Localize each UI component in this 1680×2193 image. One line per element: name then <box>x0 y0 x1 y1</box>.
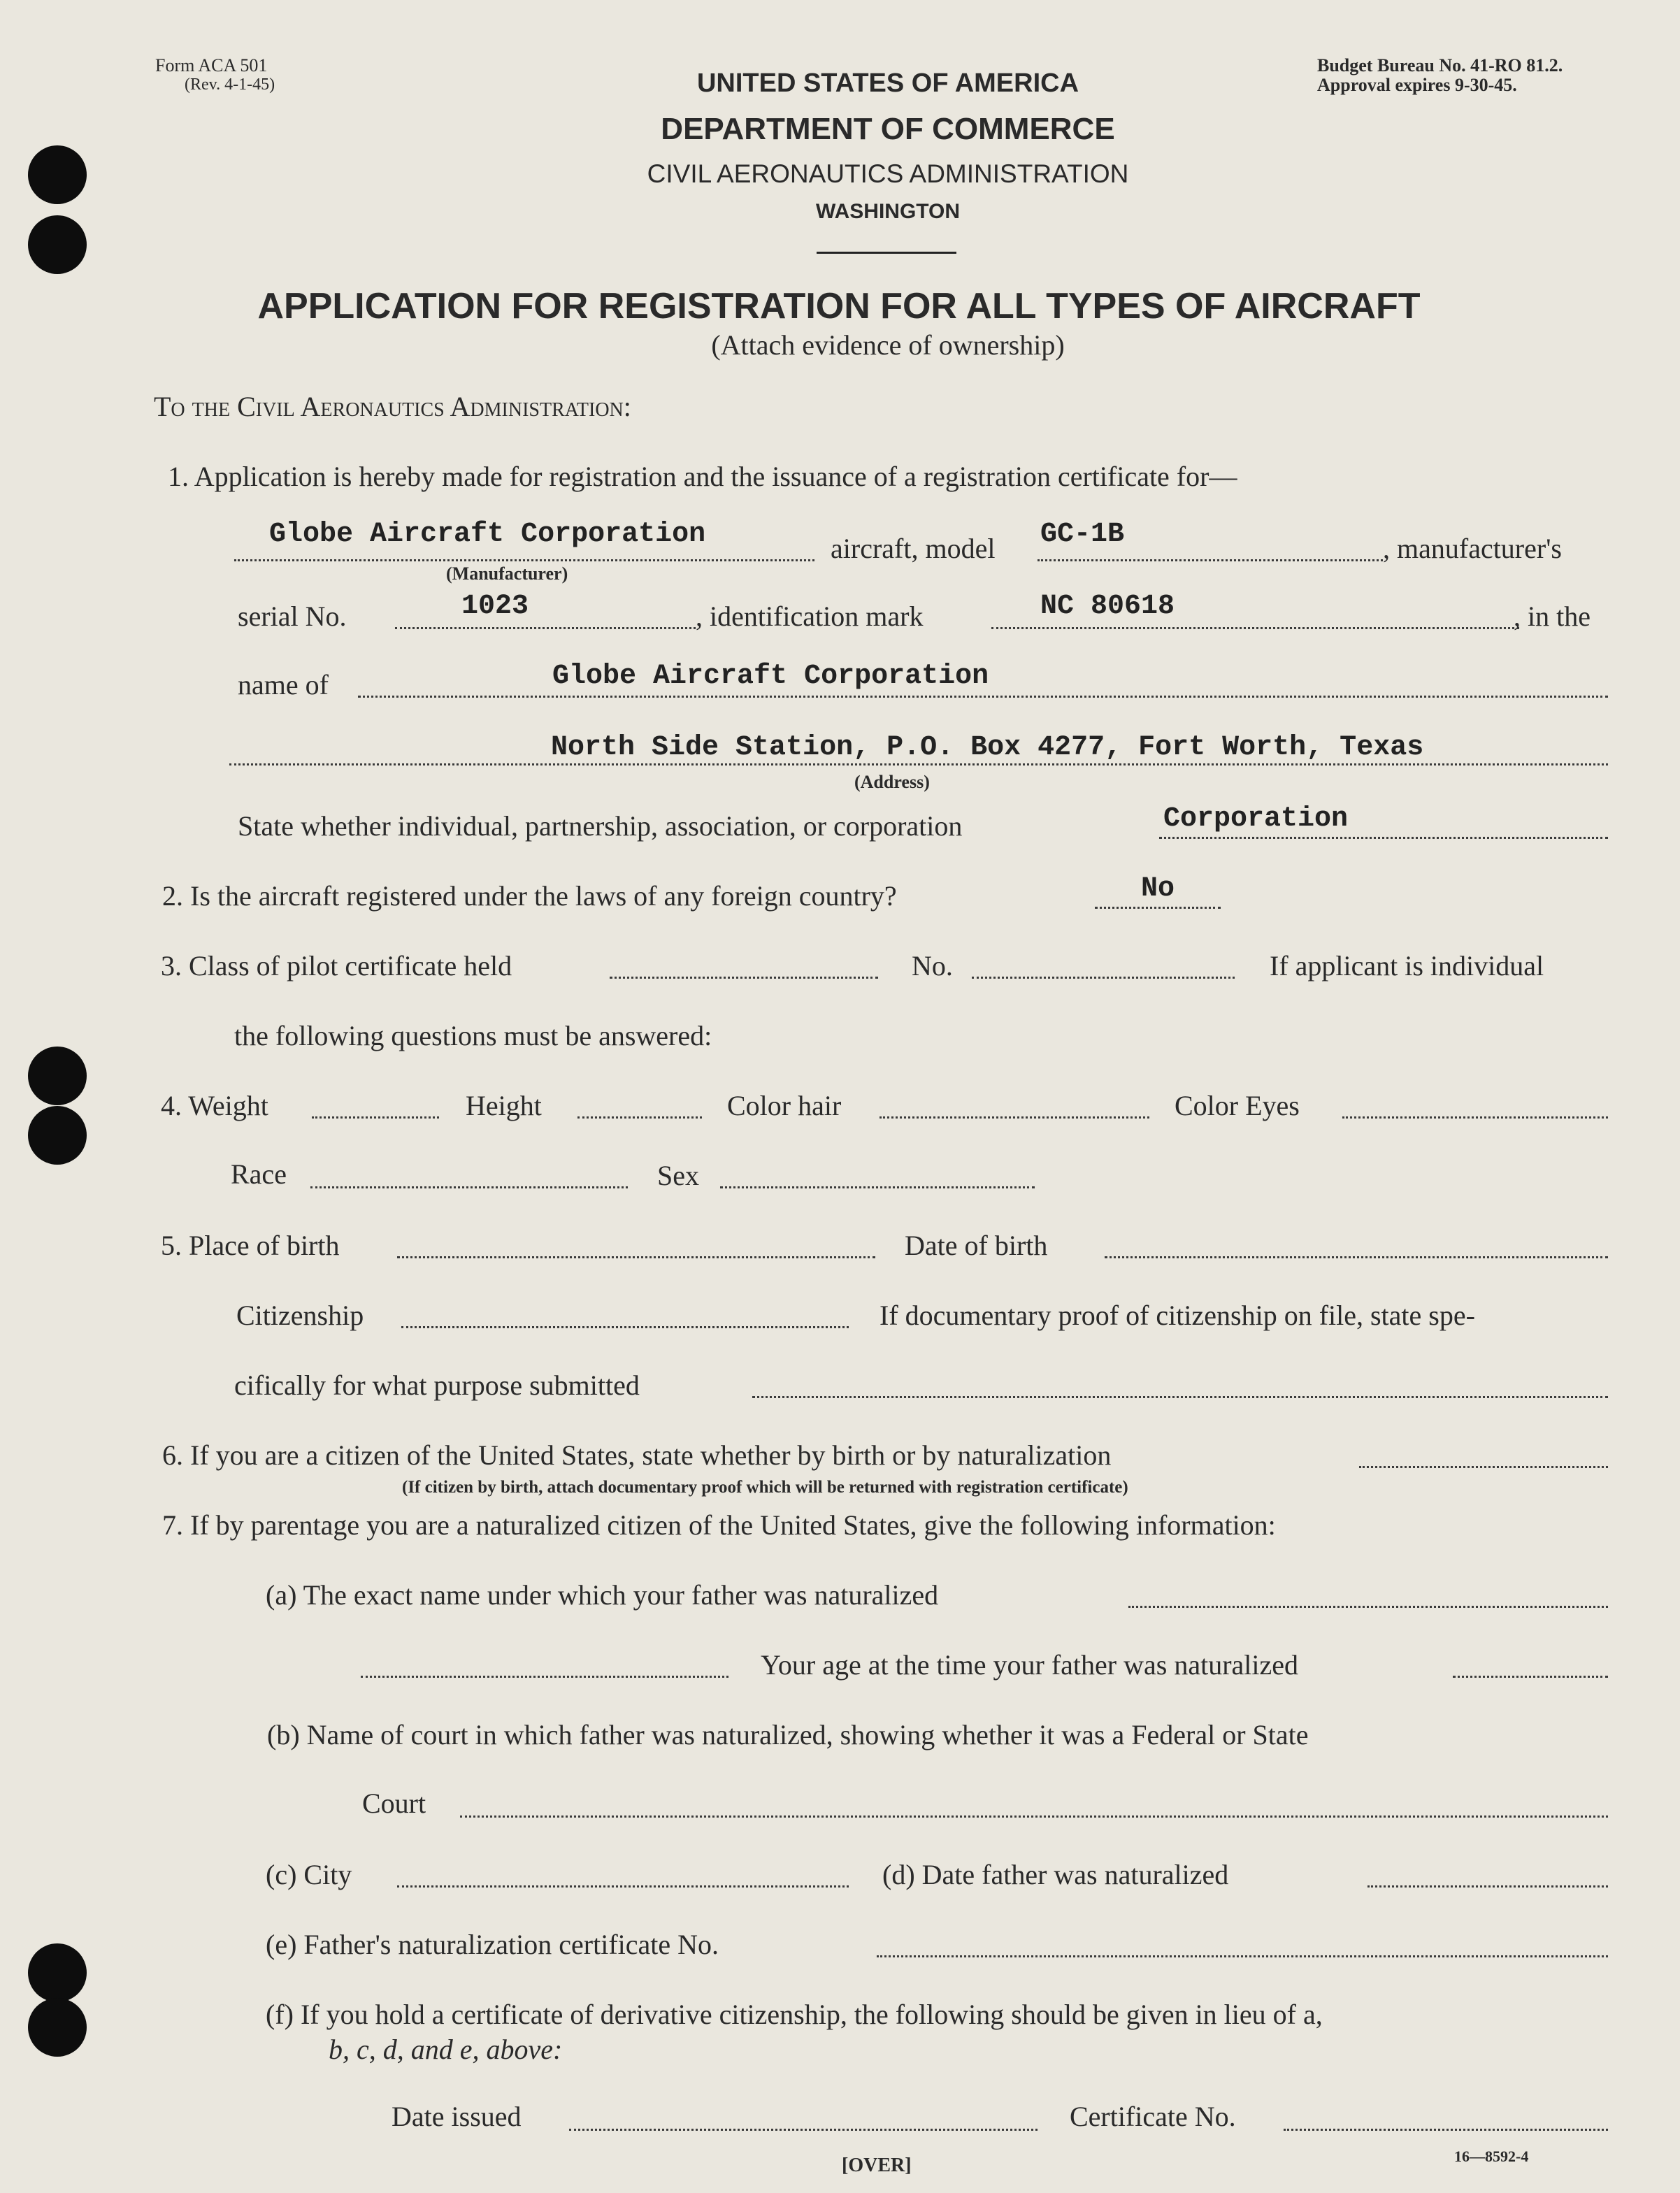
q7e-label: (e) Father's naturalization certificate No. <box>266 1929 719 1960</box>
over-marker: [OVER] <box>842 2155 912 2176</box>
q7d-date-label: (d) Date father was naturalized <box>882 1859 1229 1890</box>
name-of-label: name of <box>238 669 329 700</box>
punch-hole <box>28 1943 87 2002</box>
manufacturer-label: (Manufacturer) <box>446 563 568 584</box>
owner-name-field[interactable] <box>358 696 1608 698</box>
in-the-label: , in the <box>1514 601 1591 632</box>
hair-color-label: Color hair <box>727 1090 842 1121</box>
proof-purpose-field[interactable] <box>752 1396 1608 1398</box>
q7f-continuation: b, c, d, and e, above: <box>329 2034 563 2065</box>
weight-label: 4. Weight <box>161 1090 268 1121</box>
citizenship-proof-label: If documentary proof of citizenship on file, state spe- <box>880 1300 1475 1331</box>
budget-bureau-number: Budget Bureau No. 41-RO 81.2. <box>1317 55 1563 76</box>
entity-type-label: State whether individual, partnership, association, or corporation <box>238 810 963 842</box>
punch-hole <box>28 145 87 204</box>
header-city: WASHINGTON <box>815 200 961 223</box>
race-field[interactable] <box>310 1186 628 1188</box>
age-at-naturalization-label: Your age at the time your father was naturalized <box>761 1649 1299 1681</box>
citizenship-by-field[interactable] <box>1359 1466 1608 1468</box>
birth-date-label: Date of birth <box>905 1230 1048 1261</box>
certificate-no-label: Certificate No. <box>1070 2101 1236 2132</box>
entity-type-field[interactable] <box>1159 837 1608 839</box>
height-field[interactable] <box>577 1116 702 1119</box>
form-title: APPLICATION FOR REGISTRATION FOR ALL TYPES OF AIRCRAFT <box>257 286 1421 326</box>
q7f-label: (f) If you hold a certificate of derivative citizenship, the following should be given in lieu of a, <box>266 1999 1323 2030</box>
serial-value: 1023 <box>461 591 529 622</box>
pilot-certificate-no-label: No. <box>912 950 953 982</box>
foreign-registration-field[interactable] <box>1095 907 1221 909</box>
father-certificate-no-field[interactable] <box>877 1955 1608 1957</box>
print-code: 16—8592-4 <box>1454 2148 1529 2165</box>
naturalization-date-field[interactable] <box>1367 1885 1608 1888</box>
sex-label: Sex <box>657 1160 699 1191</box>
weight-field[interactable] <box>312 1116 439 1119</box>
citizenship-label: Citizenship <box>236 1300 364 1331</box>
q7b-label: (b) Name of court in which father was naturalized, showing whether it was a Federal or State <box>267 1719 1309 1750</box>
aircraft-model-label: aircraft, model <box>831 533 996 564</box>
punch-hole <box>28 1106 87 1165</box>
manufacturer-value: Globe Aircraft Corporation <box>269 519 706 550</box>
race-label: Race <box>231 1158 287 1190</box>
manufacturer-field[interactable] <box>234 559 814 561</box>
q7a-label: (a) The exact name under which your father was naturalized <box>266 1579 939 1611</box>
eye-color-field[interactable] <box>1342 1116 1608 1119</box>
model-field[interactable] <box>1038 559 1383 561</box>
q3-continuation: the following questions must be answered: <box>234 1020 712 1051</box>
court-field[interactable] <box>460 1815 1608 1818</box>
addressee: To the Civil Aeronautics Administration: <box>154 391 631 422</box>
eye-color-label: Color Eyes <box>1175 1090 1300 1121</box>
proof-purpose-label: cifically for what purpose submitted <box>234 1369 640 1401</box>
father-name-field[interactable] <box>1128 1606 1608 1608</box>
city-field[interactable] <box>397 1885 849 1888</box>
citizenship-field[interactable] <box>401 1326 849 1328</box>
q7-text: 7. If by parentage you are a naturalized citizen of the United States, give the following information: <box>162 1509 1276 1541</box>
hair-color-field[interactable] <box>880 1116 1149 1119</box>
address-field[interactable] <box>229 763 1608 765</box>
pilot-certificate-class-field[interactable] <box>610 977 878 979</box>
form-id: Form ACA 501 <box>155 55 268 76</box>
header-rule <box>817 252 956 254</box>
age-at-naturalization-field[interactable] <box>1453 1676 1608 1678</box>
address-label: (Address) <box>854 772 930 792</box>
model-value: GC-1B <box>1040 519 1125 550</box>
q6-text: 6. If you are a citizen of the United States, state whether by birth or by naturalization <box>162 1439 1112 1471</box>
certificate-no-field[interactable] <box>1284 2129 1608 2131</box>
serial-field[interactable] <box>395 627 696 629</box>
punch-hole <box>28 1047 87 1105</box>
date-issued-label: Date issued <box>392 2101 522 2132</box>
address-value: North Side Station, P.O. Box 4277, Fort Worth, Texas <box>551 732 1424 763</box>
entity-type-value: Corporation <box>1163 803 1349 835</box>
q6-note: (If citizen by birth, attach documentary proof which will be returned with registration certificate) <box>402 1478 1128 1497</box>
identification-label: , identification mark <box>696 601 924 632</box>
form-revision: (Rev. 4-1-45) <box>185 76 275 94</box>
q3-if-individual: If applicant is individual <box>1270 950 1544 982</box>
identification-value: NC 80618 <box>1040 591 1175 622</box>
height-label: Height <box>466 1090 542 1121</box>
birthplace-label: 5. Place of birth <box>161 1230 340 1261</box>
header-country: UNITED STATES OF AMERICA <box>696 69 1079 98</box>
header-department: DEPARTMENT OF COMMERCE <box>661 112 1115 146</box>
birthplace-field[interactable] <box>397 1256 875 1258</box>
father-name-continued-field[interactable] <box>361 1676 728 1678</box>
q3-text: 3. Class of pilot certificate held <box>161 950 512 982</box>
q1-intro: 1. Application is hereby made for registration and the issuance of a registration certificate for— <box>168 461 1237 492</box>
form-subtitle: (Attach evidence of ownership) <box>711 329 1065 361</box>
foreign-registration-value: No <box>1141 873 1175 905</box>
date-issued-field[interactable] <box>569 2129 1038 2131</box>
q2-text: 2. Is the aircraft registered under the laws of any foreign country? <box>162 880 897 912</box>
sex-field[interactable] <box>720 1186 1035 1188</box>
punch-hole <box>28 215 87 274</box>
serial-label: serial No. <box>238 601 347 632</box>
birth-date-field[interactable] <box>1105 1256 1608 1258</box>
q7c-city-label: (c) City <box>266 1859 352 1890</box>
court-label: Court <box>362 1788 426 1819</box>
pilot-certificate-no-field[interactable] <box>972 977 1235 979</box>
header-administration: CIVIL AERONAUTICS ADMINISTRATION <box>647 159 1129 188</box>
manufacturers-label: , manufacturer's <box>1383 533 1562 564</box>
identification-field[interactable] <box>991 627 1519 629</box>
owner-name-value: Globe Aircraft Corporation <box>552 661 989 692</box>
punch-hole <box>28 1998 87 2057</box>
approval-expiry: Approval expires 9-30-45. <box>1317 75 1517 95</box>
